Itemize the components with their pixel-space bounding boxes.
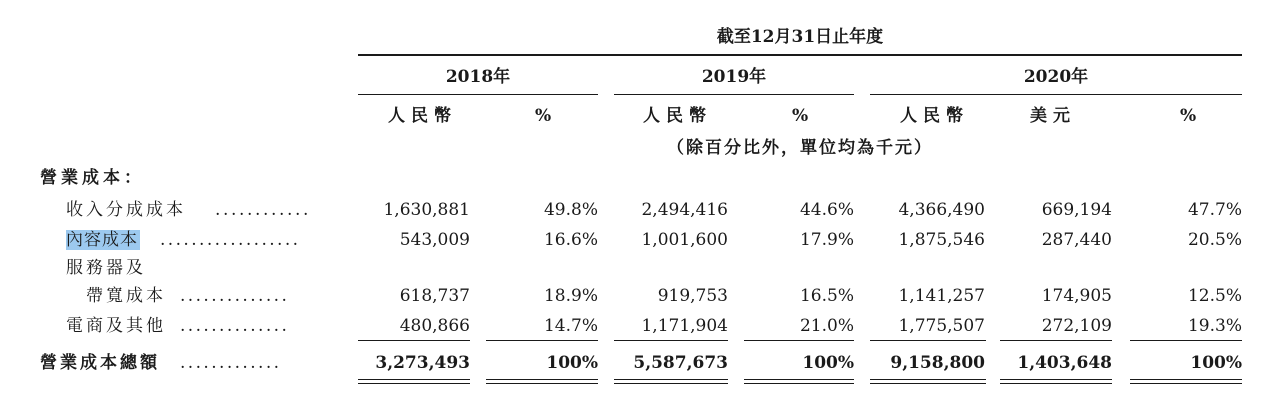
cell: 16.5% — [799, 286, 854, 306]
total-double-rule — [486, 383, 598, 384]
cell: 1,875,546 — [898, 230, 985, 250]
usd-2020-header: 美元 — [1030, 106, 1076, 126]
year-2019-header: 2019年 — [701, 67, 767, 87]
cell: 669,194 — [1041, 200, 1112, 220]
cell: 14.7% — [543, 316, 598, 336]
cell: 2,494,416 — [641, 200, 728, 220]
cell: 543,009 — [399, 230, 470, 250]
year-2018-header: 2018年 — [445, 67, 511, 87]
leader-dots: .............. — [180, 316, 290, 336]
row-label: 電商及其他 — [66, 316, 166, 336]
row-label-selected[interactable]: 內容成本 — [66, 230, 138, 250]
cell: 20.5% — [1187, 230, 1242, 250]
row-label-continued: 帶寬成本 — [86, 286, 166, 306]
total-double-rule — [358, 383, 470, 384]
cell: 47.7% — [1187, 200, 1242, 220]
pct-2019-header: % — [792, 106, 809, 126]
subtotal-rule — [744, 340, 854, 341]
cell: 44.6% — [799, 200, 854, 220]
leader-dots: .................. — [160, 230, 301, 250]
year-2020-rule — [870, 94, 1242, 95]
year-2020-header: 2020年 — [1023, 67, 1089, 87]
pct-2018-header: % — [535, 106, 552, 126]
year-2018-rule — [358, 94, 598, 95]
cell: 287,440 — [1041, 230, 1112, 250]
total-double-rule — [744, 379, 854, 380]
total-cell: 100% — [1190, 353, 1242, 373]
header-rule — [358, 54, 1242, 56]
subtotal-rule — [358, 340, 470, 341]
leader-dots: ............ — [215, 200, 312, 220]
cell: 19.3% — [1187, 316, 1242, 336]
rmb-2018-header: 人民幣 — [388, 106, 457, 126]
subtotal-rule — [870, 340, 986, 341]
cell: 18.9% — [543, 286, 598, 306]
total-double-rule — [744, 383, 854, 384]
pct-2020-header: % — [1180, 106, 1197, 126]
cell: 1,171,904 — [641, 316, 728, 336]
total-label: 營業成本總額 — [40, 353, 160, 373]
period-header: 截至12月31日止年度 — [716, 27, 884, 47]
cell: 12.5% — [1187, 286, 1242, 306]
total-cell: 3,273,493 — [375, 353, 470, 373]
cell: 618,737 — [399, 286, 470, 306]
row-label: 服務器及 — [66, 258, 146, 278]
row-label: 收入分成成本 — [66, 200, 186, 220]
subtotal-rule — [1130, 340, 1242, 341]
total-double-rule — [614, 379, 728, 380]
total-double-rule — [358, 379, 470, 380]
year-2019-rule — [614, 94, 854, 95]
leader-dots: .............. — [180, 286, 290, 306]
total-double-rule — [1000, 383, 1112, 384]
cell: 21.0% — [799, 316, 854, 336]
cell: 17.9% — [799, 230, 854, 250]
total-double-rule — [1130, 383, 1242, 384]
unit-note: （除百分比外，單位均為千元） — [667, 138, 933, 158]
cell: 49.8% — [543, 200, 598, 220]
cell: 1,141,257 — [898, 286, 985, 306]
cell: 1,775,507 — [898, 316, 985, 336]
cell: 1,001,600 — [641, 230, 728, 250]
cell: 480,866 — [399, 316, 470, 336]
cell: 1,630,881 — [383, 200, 470, 220]
total-double-rule — [486, 379, 598, 380]
leader-dots: ............. — [180, 353, 282, 373]
total-double-rule — [870, 379, 986, 380]
total-cell: 100% — [546, 353, 598, 373]
cell: 16.6% — [543, 230, 598, 250]
subtotal-rule — [614, 340, 728, 341]
total-double-rule — [614, 383, 728, 384]
total-cell: 1,403,648 — [1017, 353, 1112, 373]
subtotal-rule — [1000, 340, 1112, 341]
cell: 919,753 — [657, 286, 728, 306]
cell: 272,109 — [1041, 316, 1112, 336]
total-cell: 5,587,673 — [633, 353, 728, 373]
cell: 174,905 — [1041, 286, 1112, 306]
total-double-rule — [1000, 379, 1112, 380]
total-double-rule — [870, 383, 986, 384]
total-cell: 100% — [802, 353, 854, 373]
total-double-rule — [1130, 379, 1242, 380]
total-cell: 9,158,800 — [890, 353, 985, 373]
cell: 4,366,490 — [898, 200, 985, 220]
section-title: 營業成本： — [40, 168, 145, 188]
subtotal-rule — [486, 340, 598, 341]
rmb-2020-header: 人民幣 — [900, 106, 969, 126]
rmb-2019-header: 人民幣 — [643, 106, 712, 126]
